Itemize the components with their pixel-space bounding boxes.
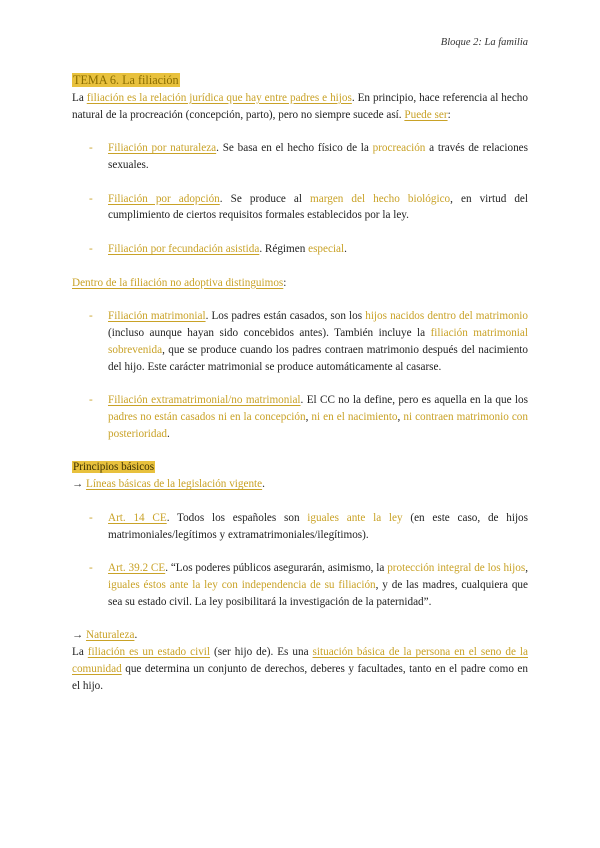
arrow-icon: → bbox=[72, 629, 86, 642]
definition-highlight: filiación es la relación jurídica que hay entre padres e hijos bbox=[86, 91, 352, 104]
lineas-line: → Líneas básicas de la legislación vigente. bbox=[72, 478, 265, 491]
dash-bullet: - bbox=[89, 192, 93, 205]
dash-bullet: - bbox=[89, 511, 93, 524]
dash-bullet: - bbox=[89, 142, 93, 155]
page-header: Bloque 2: La familia bbox=[440, 37, 528, 48]
naturaleza-line: → Naturaleza. bbox=[72, 629, 138, 642]
dash-bullet: - bbox=[89, 562, 93, 575]
list-item-naturaleza: - Filiación por naturaleza. Se basa en el hecho físico de la procreación a través de relaciones sexuales. bbox=[89, 142, 528, 171]
puede-ser-highlight: Puede ser bbox=[404, 108, 448, 121]
intro-paragraph: La filiación es la relación jurídica que hay entre padres e hijos. En principio, hace referencia al hecho natural de la procreación (concepción, parto), pero no siempre sucede así. Puede ser: bbox=[72, 91, 528, 121]
list-item-extramatrimonial: - Filiación extramatrimonial/no matrimonial. El CC no la define, pero es aquella en la que los padres no están casados ni en la concepción, ni en el nacimiento, ni contraen matrimonio con posterioridad. bbox=[89, 394, 528, 440]
dash-bullet: - bbox=[89, 242, 93, 255]
dash-bullet: - bbox=[89, 394, 93, 407]
dash-bullet: - bbox=[89, 310, 93, 323]
final-paragraph: La filiación es un estado civil (ser hijo de). Es una situación básica de la persona en el seno de la comunidad que determina un conjunto de derechos, deberes y facultades, tanto en el padre como en el hijo. bbox=[72, 646, 528, 692]
page-title: TEMA 6. La filiación bbox=[73, 73, 179, 87]
list-item-adopcion: - Filiación por adopción. Se produce al margen del hecho biológico, en virtud del cumplimiento de ciertos requisitos formales establecidos por la ley. bbox=[89, 192, 529, 222]
principios-heading: Principios básicos bbox=[73, 461, 155, 474]
list-item-matrimonial: - Filiación matrimonial. Los padres están casados, son los hijos nacidos dentro del matrimonio (incluso aunque hayan sido concebidos antes). También incluye la filiación matrimonial sobrevenida, que se produce cuando los padres contraen matrimonio después del nacimiento del hijo. Este carácter matrimonial se produce automáticamente al casarse. bbox=[89, 310, 528, 373]
title-line bbox=[72, 72, 528, 90]
list-item-art14: - Art. 14 CE. Todos los españoles son iguales ante la ley (en este caso, de hijos matrimoniales/legítimos y extramatrimoniales/ilegítimos). bbox=[89, 511, 529, 541]
arrow-icon: → bbox=[72, 478, 86, 491]
principios-heading-line bbox=[72, 459, 528, 476]
list-item-art39: - Art. 39.2 CE. “Los poderes públicos asegurarán, asimismo, la protección integral de los hijos, iguales éstos ante la ley con independencia de su filiación, y de las madres, cualquiera que sea su estado civil. La ley posibilitará la investigación de la paternidad”. bbox=[89, 562, 528, 608]
no-adoptiva-line: Dentro de la filiación no adoptiva distinguimos: bbox=[72, 276, 287, 289]
document-body bbox=[72, 72, 528, 694]
list-item-fecundacion: - Filiación por fecundación asistida. Régimen especial. bbox=[72, 241, 528, 258]
